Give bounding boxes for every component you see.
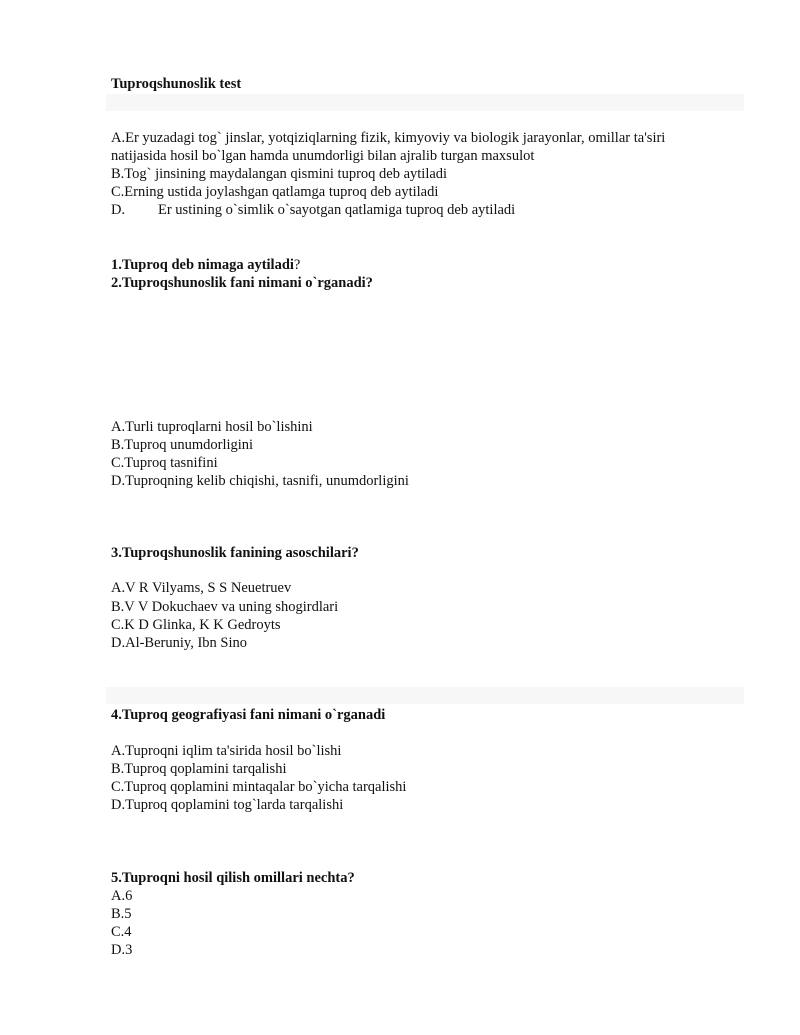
question-2-option-c: C.Tuproq tasnifini [111, 455, 218, 471]
question-2-option-a: A.Turli tuproqlarni hosil bo`lishini [111, 419, 313, 435]
intro-option-c: C.Erning ustida joylashgan qatlamga tuproq deb aytiladi [111, 184, 439, 200]
question-5-option-a: A.6 [111, 888, 133, 904]
document-title: Tuproqshunoslik test [111, 76, 242, 92]
intro-option-d-label: D. [111, 202, 126, 218]
question-3-option-c: C.K D Glinka, K K Gedroyts [111, 617, 281, 633]
highlight-band-top [106, 94, 744, 111]
question-2-option-d: D.Tuproqning kelib chiqishi, tasnifi, unumdorligini [111, 473, 409, 489]
question-3: 3.Tuproqshunoslik fanining asoschilari? [111, 545, 359, 561]
intro-option-d [111, 201, 515, 219]
question-2: 2.Tuproqshunoslik fani nimani o`rganadi? [111, 275, 373, 291]
intro-option-d-text: Er ustining o`simlik o`sayotgan qatlamiga tuproq deb aytiladi [158, 202, 516, 218]
question-3-option-a: A.V R Vilyams, S S Neuetruev [111, 580, 292, 596]
intro-option-a-line2: natijasida hosil bo`lgan hamda unumdorligi bilan ajralib turgan maxsulot [111, 148, 535, 164]
question-1-mark: ? [293, 257, 301, 273]
question-1 [111, 256, 300, 274]
question-2-option-b: B.Tuproq unumdorligini [111, 437, 254, 453]
question-1-text: 1.Tuproq deb nimaga aytiladi [111, 257, 294, 273]
question-3-option-d: D.Al-Beruniy, Ibn Sino [111, 635, 247, 651]
intro-option-a-line1: A.Er yuzadagi tog` jinslar, yotqiziqlarning fizik, kimyoviy va biologik jarayonlar, omillar ta'siri [111, 130, 666, 146]
question-4-option-c: C.Tuproq qoplamini mintaqalar bo`yicha tarqalishi [111, 779, 407, 795]
question-5: 5.Tuproqni hosil qilish omillari nechta? [111, 870, 355, 886]
question-4-option-b: B.Tuproq qoplamini tarqalishi [111, 761, 287, 777]
question-5-option-d: D.3 [111, 942, 133, 958]
question-5-option-b: B.5 [111, 906, 132, 922]
question-4-option-d: D.Tuproq qoplamini tog`larda tarqalishi [111, 797, 344, 813]
question-3-option-b: B.V V Dokuchaev va uning shogirdlari [111, 599, 339, 615]
question-4: 4.Tuproq geografiyasi fani nimani o`rganadi [111, 707, 386, 723]
question-4-option-a: A.Tuproqni iqlim ta'sirida hosil bo`lishi [111, 743, 342, 759]
intro-option-b: B.Tog` jinsining maydalangan qismini tuproq deb aytiladi [111, 166, 448, 182]
question-5-option-c: C.4 [111, 924, 132, 940]
highlight-band-middle [106, 687, 744, 704]
